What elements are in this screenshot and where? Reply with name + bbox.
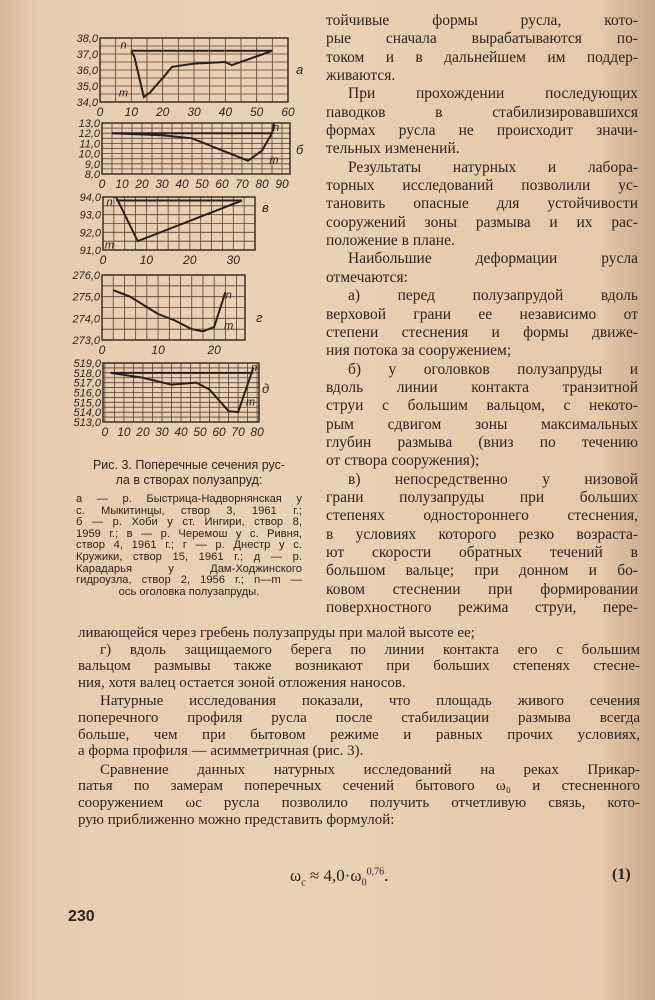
legend-line: б — р. Хоби у ст. Ингири, створ 8, [76, 516, 302, 529]
x-tick-label: 60 [212, 425, 226, 439]
text-line: током и в дальнейшем им поддер- [326, 48, 638, 66]
x-tick-label: 50 [195, 177, 209, 191]
x-tick-label: 80 [255, 177, 269, 191]
legend-line: а — р. Быстрица-Надворнянская у [76, 493, 302, 505]
y-tick-label: 34,0 [76, 97, 98, 109]
page-number: 230 [68, 908, 95, 925]
x-tick-label: 20 [155, 105, 170, 119]
text-line: степени стеснения и формы движе- [326, 323, 638, 341]
x-tick-label: 0 [101, 425, 109, 439]
formula-exponent: 0,76 [366, 866, 385, 878]
formula-lhs-sub: c [301, 877, 306, 889]
text-line: тойчивые формы русла, кото- [326, 12, 638, 29]
y-tick-label: 276,0 [72, 270, 100, 282]
text-line: положение в плане. [326, 232, 455, 250]
x-tick-label: 30 [187, 105, 201, 119]
x-tick-label: 0 [99, 253, 107, 267]
x-tick-label: 10 [124, 105, 139, 119]
x-tick-label: 20 [136, 425, 150, 439]
x-tick-label: 10 [139, 253, 154, 267]
axis-marker-label: n [251, 361, 258, 374]
x-tick-label: 10 [151, 343, 165, 357]
y-tick-label: 9,0 [84, 158, 100, 171]
axis-marker-label: m [118, 87, 129, 100]
riverbed-profile-line [131, 51, 272, 97]
text-line: Сравнение данных натурных исследований на реках Прикар- [100, 761, 640, 778]
text-line: ливающейся через гребень полузапруды при малой высоте ее; [78, 625, 475, 641]
chart-panel-1 [79, 118, 304, 191]
legend-line: 1959 г.; в — р. Черемош у с. Ривня, [76, 527, 302, 540]
y-tick-label: 516,0 [73, 387, 101, 400]
legend-line: ось оголовка полузапруды. [118, 585, 260, 598]
y-tick-label: 35,0 [76, 81, 98, 93]
legend-line: с. Мыкитинцы, створ 3, 1961 г.; [76, 504, 302, 517]
text-line: а форма профиля — асимметричная (рис. 3). [78, 743, 364, 760]
text-line: степенях одностороннего стеснения, [326, 507, 638, 525]
x-tick-label: 70 [235, 177, 249, 191]
text-line: от створа сооружения); [326, 452, 480, 470]
chart-panel-2 [80, 192, 269, 267]
x-tick-label: 20 [135, 177, 149, 191]
y-tick-label: 91,0 [79, 245, 101, 257]
text-line: паводков в стабилизировавшихся [326, 103, 638, 121]
axis-marker-label: m [245, 396, 256, 409]
x-tick-label: 70 [231, 425, 245, 439]
full-width-text [78, 625, 640, 828]
formula-rhs-sub: 0 [361, 877, 367, 889]
y-tick-label: 8,0 [84, 169, 100, 181]
axis-marker-label: n [225, 289, 232, 302]
caption-title: ла в створах полузапруд: [115, 473, 263, 487]
text-line: Натурные исследования показали, что площадь живого сечения [100, 693, 640, 710]
x-tick-label: 40 [174, 425, 188, 439]
panel-letter: а [296, 62, 304, 77]
y-tick-label: 12,0 [78, 128, 100, 141]
formula [290, 866, 388, 888]
x-tick-label: 30 [226, 253, 240, 267]
text-line: г) вдоль защищаемого берега по линии контакта его с большим [100, 641, 640, 658]
formula-op: ≈ 4,0·ω [305, 866, 362, 885]
text-line: рую приближенно можно представить формулой: [78, 811, 395, 828]
y-tick-label: 92,0 [79, 227, 101, 240]
text-line: в условиях которого резко возраста- [326, 525, 638, 543]
text-line: сооружением ωc русла позволило получить отчетливую связь, кото- [78, 794, 640, 811]
riverbed-profile-line [111, 368, 254, 412]
y-tick-label: 519,0 [73, 358, 101, 370]
text-line: рые сначала вырабатываются по- [326, 30, 638, 48]
y-tick-label: 10,0 [78, 148, 100, 161]
y-tick-label: 274,0 [72, 313, 100, 326]
chart-panel-4 [73, 358, 269, 439]
y-tick-label: 513,0 [73, 417, 101, 429]
text-line: сооружений зоны размыва и их рас- [326, 213, 638, 231]
x-tick-label: 0 [96, 105, 104, 119]
legend-line: Карадарья у Дам-Ходжинского [76, 562, 302, 575]
text-line: ковом стеснении при формировании [326, 580, 638, 598]
y-tick-label: 37,0 [76, 49, 98, 61]
x-tick-label: 10 [117, 425, 131, 439]
text-line: вальцом размывы также возникают при больших степенях стесне- [78, 658, 640, 675]
text-line: поверхностного режима струи, пере- [326, 599, 638, 616]
text-line: верховой грани ее независимо от [326, 305, 638, 323]
text-line: При прохождении последующих [348, 85, 638, 103]
x-tick-label: 40 [218, 105, 233, 119]
x-tick-label: 50 [249, 105, 264, 119]
text-line: грани полузапруды при больших [326, 488, 638, 506]
text-line: Результаты натурных и лабора- [348, 158, 638, 176]
caption-legend [76, 494, 302, 598]
legend-line: створ 4, 1961 г.; г — р. Днестр у с. [76, 539, 302, 552]
axis-marker-label: m [104, 239, 115, 252]
y-tick-label: 518,0 [73, 367, 101, 380]
text-line: торных исследований позволили ус- [326, 177, 638, 195]
y-tick-label: 94,0 [79, 192, 101, 204]
text-line: рым сдвигом зоны максимальных [326, 415, 638, 433]
y-tick-label: 93,0 [79, 209, 101, 222]
axis-marker-label: m [224, 319, 234, 332]
panel-letter: в [262, 200, 269, 215]
text-line: в) непосредственно у низовой [348, 470, 638, 488]
axis-marker-label: n [120, 39, 127, 52]
x-tick-label: 20 [207, 343, 221, 357]
axis-marker-label: n [106, 196, 113, 209]
x-tick-label: 90 [275, 177, 289, 191]
text-line: б) у оголовков полузапруды и [348, 360, 638, 378]
y-tick-label: 515,0 [73, 397, 101, 410]
text-line: вдоль линии контакта транзитной [326, 378, 638, 396]
text-line: ния потока за сооружением; [326, 342, 512, 360]
x-tick-label: 10 [115, 177, 129, 191]
equation-number: (1) [612, 866, 631, 883]
legend-line: Кружики, створ 15, 1961 г.; д — р. [76, 550, 302, 563]
text-line: формах русла не происходит значи- [326, 122, 638, 140]
formula-end: . [384, 866, 389, 885]
text-line: глубин размыва (вниз по течению [326, 433, 638, 451]
caption-title: Рис. 3. Поперечные сечения рус- [92, 458, 286, 472]
x-tick-label: 30 [155, 177, 169, 191]
riverbed-profile-line [112, 123, 274, 161]
panel-letter: д [262, 381, 270, 396]
x-tick-label: 0 [98, 177, 106, 191]
axis-marker-label: n [272, 122, 280, 135]
text-line: патья по замерам поперечных сечений бытового ω₀ и стесненного [78, 778, 640, 795]
x-tick-label: 30 [155, 425, 169, 439]
text-line: живаются. [326, 67, 396, 85]
panel-letter: б [296, 142, 304, 157]
y-tick-label: 11,0 [79, 138, 100, 151]
text-line: ния, хотя валец остается зоной отложения наносов. [78, 674, 406, 691]
text-line: больше, чем при бытовом режиме и равных прочих условиях, [78, 726, 640, 743]
panel-letter: г [256, 310, 263, 325]
y-tick-label: 517,0 [73, 377, 101, 390]
y-tick-label: 36,0 [76, 65, 98, 77]
text-line: а) перед полузапрудой вдоль [348, 287, 638, 305]
text-line: ют скорости обратных течений в [326, 543, 638, 561]
text-line: струи с большим вальцом, с некото- [326, 397, 638, 415]
y-tick-label: 514,0 [73, 407, 101, 420]
text-line: отмечаются: [326, 268, 408, 286]
chart-panel-3 [71, 270, 263, 357]
x-tick-label: 0 [98, 343, 106, 357]
right-column-text [326, 12, 638, 617]
text-line: большом вальце; при донном и бо- [326, 562, 638, 580]
text-line: тановить опасные для устойчивости [326, 195, 638, 213]
formula-lhs: ω [290, 866, 302, 885]
x-tick-label: 50 [193, 425, 207, 439]
x-tick-label: 80 [250, 425, 264, 439]
x-tick-label: 60 [281, 105, 295, 119]
y-tick-label: 13,0 [78, 118, 100, 130]
chart-panel-0 [77, 33, 304, 119]
text-line: Наибольшие деформации русла [348, 250, 638, 268]
figure-caption [76, 458, 302, 598]
axis-marker-label: m [269, 154, 279, 167]
text-line: тельных изменений. [326, 140, 460, 158]
x-tick-label: 40 [175, 177, 189, 191]
x-tick-label: 60 [215, 177, 229, 191]
text-line: поперечного профиля русла после стабилизации размыва всегда [78, 709, 640, 726]
y-tick-label: 38,0 [76, 33, 98, 45]
x-tick-label: 20 [183, 253, 197, 267]
y-tick-label: 273,0 [72, 335, 100, 347]
legend-line: гидроузла, створ 2, 1956 г.; n—m — [76, 574, 302, 587]
y-tick-label: 275,0 [72, 291, 100, 304]
